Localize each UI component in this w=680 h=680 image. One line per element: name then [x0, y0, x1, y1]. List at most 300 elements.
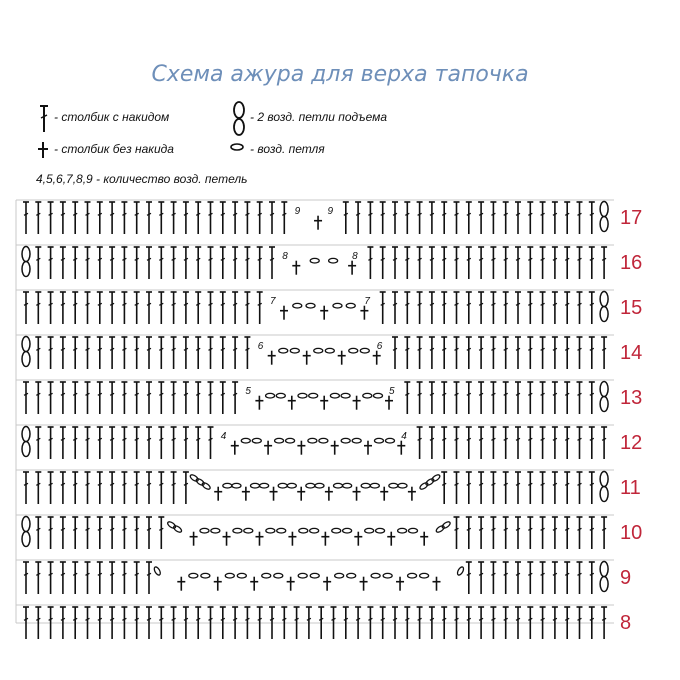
double-crochet-stitch: [146, 472, 152, 504]
chain-stitch: [276, 393, 285, 398]
single-crochet-stitch: [297, 441, 305, 455]
double-crochet-stitch: [48, 337, 54, 369]
double-crochet-stitch: [589, 472, 595, 504]
double-crochet-stitch: [208, 337, 214, 369]
chain-stitch: [241, 438, 250, 443]
double-crochet-stitch: [109, 247, 115, 279]
chain-count-label: 9: [294, 206, 301, 217]
chain-stitch: [385, 438, 394, 443]
double-crochet-stitch: [23, 562, 29, 594]
double-crochet-stitch: [429, 247, 435, 279]
double-crochet-stitch: [404, 292, 410, 324]
legend-turn-label: - 2 возд. петли подъема: [250, 110, 388, 124]
row-number: 12: [620, 432, 643, 454]
chain-stitch: [275, 438, 284, 443]
turning-chain: [600, 562, 608, 592]
double-crochet-stitch: [540, 247, 546, 279]
double-crochet-stitch: [183, 247, 189, 279]
double-crochet-stitch: [183, 382, 189, 414]
double-crochet-stitch: [503, 562, 509, 594]
double-crochet-stitch: [72, 202, 78, 234]
double-crochet-stitch: [244, 292, 250, 324]
double-crochet-stitch: [503, 202, 509, 234]
chain-count-label: 4: [220, 431, 227, 442]
double-crochet-stitch: [85, 517, 91, 549]
single-crochet-stitch: [397, 441, 405, 455]
chain-stitch: [290, 348, 299, 353]
double-crochet-stitch: [515, 427, 521, 459]
double-crochet-stitch: [60, 562, 66, 594]
double-crochet-stitch: [171, 427, 177, 459]
double-crochet-stitch: [404, 382, 410, 414]
double-crochet-stitch: [515, 517, 521, 549]
double-crochet-stitch: [72, 337, 78, 369]
double-crochet-stitch: [490, 247, 496, 279]
double-crochet-stitch: [269, 247, 275, 279]
chain-stitch: [343, 528, 352, 533]
double-crochet-stitch: [232, 292, 238, 324]
chain-stitch: [298, 393, 307, 398]
double-crochet-stitch: [109, 427, 115, 459]
double-crochet-stitch: [109, 202, 115, 234]
single-crochet-stitch: [255, 532, 263, 546]
double-crochet-stitch: [183, 202, 189, 234]
double-crochet-stitch: [35, 427, 41, 459]
diagram-title: Схема ажура для верха тапочка: [151, 62, 529, 87]
chain-stitch: [299, 528, 308, 533]
double-crochet-stitch: [257, 202, 263, 234]
double-crochet-stitch: [552, 292, 558, 324]
double-crochet-stitch: [72, 517, 78, 549]
double-crochet-stitch: [490, 562, 496, 594]
chain-stitch: [349, 348, 358, 353]
double-crochet-stitch: [97, 337, 103, 369]
chain-stitch: [361, 483, 370, 488]
chain-stitch: [371, 573, 380, 578]
row-number: 16: [620, 252, 643, 274]
double-crochet-stitch: [183, 427, 189, 459]
double-crochet-stitch: [146, 337, 152, 369]
chain-stitch: [278, 483, 287, 488]
chain-stitch: [398, 483, 407, 488]
chain-stitch: [201, 482, 211, 491]
single-crochet-stitch: [323, 577, 331, 591]
double-crochet-stitch: [527, 382, 533, 414]
double-crochet-stitch: [380, 247, 386, 279]
double-crochet-stitch: [171, 292, 177, 324]
double-crochet-stitch: [478, 517, 484, 549]
double-crochet-stitch: [552, 202, 558, 234]
chain-stitch: [334, 483, 343, 488]
double-crochet-stitch: [232, 202, 238, 234]
double-crochet-stitch: [85, 337, 91, 369]
double-crochet-stitch: [60, 382, 66, 414]
double-crochet-stitch: [564, 202, 570, 234]
single-crochet-stitch: [268, 351, 276, 365]
single-crochet-stitch: [303, 351, 311, 365]
double-crochet-stitch: [392, 337, 398, 369]
row-number: 8: [620, 612, 632, 634]
double-crochet-stitch: [72, 427, 78, 459]
double-crochet-stitch: [564, 337, 570, 369]
double-crochet-stitch: [417, 202, 423, 234]
single-crochet-stitch: [348, 261, 356, 275]
chain-count-label: 9: [327, 206, 334, 217]
double-crochet-stitch: [454, 517, 460, 549]
double-crochet-stitch: [478, 562, 484, 594]
double-crochet-stitch: [392, 292, 398, 324]
double-crochet-stitch: [503, 247, 509, 279]
chain-count-label: 8: [352, 251, 358, 262]
double-crochet-stitch: [220, 202, 226, 234]
double-crochet-stitch: [171, 382, 177, 414]
double-crochet-stitch: [478, 427, 484, 459]
double-crochet-stitch: [490, 337, 496, 369]
double-crochet-stitch: [429, 292, 435, 324]
chain-stitch: [352, 438, 361, 443]
chain-stitch: [343, 483, 352, 488]
double-crochet-stitch: [171, 247, 177, 279]
single-crochet-stitch: [320, 396, 328, 410]
double-crochet-stitch: [417, 292, 423, 324]
double-crochet-stitch: [158, 337, 164, 369]
double-crochet-stitch: [109, 562, 115, 594]
double-crochet-stitch: [195, 202, 201, 234]
double-crochet-stitch: [540, 292, 546, 324]
double-crochet-stitch: [146, 247, 152, 279]
double-crochet-stitch: [85, 382, 91, 414]
single-crochet-stitch: [214, 577, 222, 591]
double-crochet-stitch: [48, 382, 54, 414]
single-crochet-stitch: [270, 487, 278, 501]
double-crochet-stitch: [367, 202, 373, 234]
single-crochet-stitch: [280, 306, 288, 320]
double-crochet-stitch: [404, 247, 410, 279]
double-crochet-stitch: [23, 382, 29, 414]
chain-count-label: 7: [364, 296, 370, 307]
chain-stitch: [266, 393, 275, 398]
single-crochet-stitch: [338, 351, 346, 365]
double-crochet-stitch: [35, 337, 41, 369]
double-crochet-stitch: [171, 337, 177, 369]
double-crochet-stitch: [208, 382, 214, 414]
double-crochet-stitch: [121, 202, 127, 234]
chain-stitch: [306, 303, 315, 308]
chain-stitch: [310, 528, 319, 533]
double-crochet-stitch: [85, 292, 91, 324]
double-crochet-stitch: [109, 517, 115, 549]
double-crochet-stitch: [466, 292, 472, 324]
double-crochet-stitch: [244, 337, 250, 369]
double-crochet-stitch: [109, 292, 115, 324]
double-crochet-stitch: [466, 202, 472, 234]
double-crochet-stitch: [158, 382, 164, 414]
chain-count-label: 5: [389, 386, 395, 397]
double-crochet-stitch: [146, 202, 152, 234]
double-crochet-stitch: [564, 427, 570, 459]
single-crochet-stitch: [214, 487, 222, 501]
double-crochet-stitch: [429, 427, 435, 459]
double-crochet-stitch: [441, 382, 447, 414]
double-crochet-stitch: [577, 427, 583, 459]
chain-stitch: [332, 528, 341, 533]
double-crochet-stitch: [527, 337, 533, 369]
double-crochet-stitch: [35, 472, 41, 504]
double-crochet-stitch: [527, 427, 533, 459]
double-crochet-stitch: [503, 292, 509, 324]
double-crochet-stitch: [454, 472, 460, 504]
double-crochet-stitch: [171, 472, 177, 504]
double-crochet-stitch: [441, 247, 447, 279]
double-crochet-stitch: [220, 382, 226, 414]
chain-stitch: [373, 393, 382, 398]
double-crochet-stitch: [183, 472, 189, 504]
chain-stitch: [333, 303, 342, 308]
double-crochet-stitch: [232, 337, 238, 369]
double-crochet-stitch: [220, 247, 226, 279]
double-crochet-stitch: [134, 562, 140, 594]
double-crochet-stitch: [552, 247, 558, 279]
double-crochet-stitch: [48, 292, 54, 324]
double-crochet-stitch: [441, 427, 447, 459]
double-crochet-stitch: [503, 427, 509, 459]
single-crochet-stitch: [420, 532, 428, 546]
double-crochet-stitch: [540, 517, 546, 549]
chain-stitch: [310, 258, 319, 263]
turning-chain: [22, 337, 30, 367]
single-crochet-stitch: [380, 487, 388, 501]
chain-stitch: [314, 348, 323, 353]
double-crochet-stitch: [577, 247, 583, 279]
chain-stitch: [398, 528, 407, 533]
double-crochet-stitch: [97, 292, 103, 324]
double-crochet-stitch: [355, 202, 361, 234]
chain-stitch: [370, 483, 379, 488]
double-crochet-stitch: [121, 517, 127, 549]
double-crochet-stitch: [601, 517, 607, 549]
double-crochet-stitch: [72, 292, 78, 324]
double-crochet-stitch: [232, 382, 238, 414]
double-crochet-stitch: [60, 517, 66, 549]
chain-stitch: [341, 393, 350, 398]
double-crochet-stitch: [48, 562, 54, 594]
double-crochet-stitch: [429, 382, 435, 414]
double-crochet-stitch: [515, 472, 521, 504]
double-crochet-stitch: [195, 247, 201, 279]
chain-stitch: [360, 348, 369, 353]
chain-stitch: [279, 348, 288, 353]
double-crochet-stitch: [552, 427, 558, 459]
double-crochet-stitch: [60, 202, 66, 234]
double-crochet-stitch: [466, 472, 472, 504]
double-crochet-stitch: [478, 247, 484, 279]
chain-stitch: [274, 573, 283, 578]
double-crochet-stitch: [85, 247, 91, 279]
double-crochet-stitch: [454, 427, 460, 459]
double-crochet-stitch: [97, 472, 103, 504]
double-crochet-stitch: [490, 472, 496, 504]
double-crochet-stitch: [97, 517, 103, 549]
row-number: 15: [620, 297, 643, 319]
double-crochet-stitch: [134, 517, 140, 549]
chain-count-label: 7: [270, 296, 276, 307]
chain-stitch: [244, 528, 253, 533]
double-crochet-stitch: [23, 202, 29, 234]
single-crochet-stitch: [292, 261, 300, 275]
double-crochet-stitch: [171, 202, 177, 234]
double-crochet-stitch: [441, 472, 447, 504]
single-crochet-stitch: [385, 396, 393, 410]
double-crochet-stitch: [589, 382, 595, 414]
double-crochet-stitch: [23, 472, 29, 504]
double-crochet-stitch: [367, 247, 373, 279]
single-crochet-stitch: [297, 487, 305, 501]
double-crochet-stitch: [478, 337, 484, 369]
double-crochet-stitch: [48, 427, 54, 459]
double-crochet-stitch: [60, 427, 66, 459]
chain-stitch: [153, 566, 161, 576]
single-crochet-stitch: [264, 441, 272, 455]
double-crochet-stitch: [404, 337, 410, 369]
chain-stitch: [310, 573, 319, 578]
single-crochet-stitch: [231, 441, 239, 455]
legend-dc-label: - столбик с накидом: [54, 110, 170, 124]
single-crochet-stitch: [354, 532, 362, 546]
double-crochet-stitch: [269, 202, 275, 234]
double-crochet-stitch: [417, 382, 423, 414]
double-crochet-stitch: [589, 517, 595, 549]
single-crochet-stitch: [242, 487, 250, 501]
double-crochet-stitch: [97, 247, 103, 279]
double-crochet-stitch: [146, 517, 152, 549]
double-crochet-stitch: [85, 427, 91, 459]
double-crochet-stitch: [454, 202, 460, 234]
double-crochet-stitch: [601, 337, 607, 369]
chain-stitch: [341, 438, 350, 443]
double-crochet-stitch: [466, 517, 472, 549]
double-crochet-stitch: [454, 292, 460, 324]
single-crochet-stitch: [433, 577, 441, 591]
double-crochet-stitch: [109, 337, 115, 369]
legend-counts-label: 4,5,6,7,8,9 - количество возд. петель: [36, 172, 248, 186]
double-crochet-stitch: [109, 472, 115, 504]
chain-stitch: [293, 303, 302, 308]
double-crochet-stitch: [490, 517, 496, 549]
single-crochet-stitch: [387, 532, 395, 546]
double-crochet-stitch: [417, 427, 423, 459]
double-crochet-stitch: [527, 517, 533, 549]
single-crochet-stitch: [314, 216, 322, 230]
double-crochet-stitch: [527, 472, 533, 504]
double-crochet-stitch: [97, 562, 103, 594]
double-crochet-stitch: [208, 427, 214, 459]
row-number: 9: [620, 567, 632, 589]
double-crochet-stitch: [577, 382, 583, 414]
single-crochet-stitch: [288, 532, 296, 546]
double-crochet-stitch: [281, 202, 287, 234]
double-crochet-stitch: [503, 337, 509, 369]
chain-stitch: [325, 348, 334, 353]
double-crochet-stitch: [146, 427, 152, 459]
double-crochet-stitch: [158, 202, 164, 234]
double-crochet-stitch: [466, 247, 472, 279]
chain-stitch: [346, 303, 355, 308]
single-crochet-stitch: [325, 487, 333, 501]
double-crochet-stitch: [577, 562, 583, 594]
single-crochet-stitch: [360, 306, 368, 320]
chain-stitch: [173, 525, 183, 534]
double-crochet-stitch: [515, 562, 521, 594]
chain-stitch: [420, 573, 429, 578]
double-crochet-stitch: [552, 517, 558, 549]
double-crochet-stitch: [60, 247, 66, 279]
chain-stitch: [251, 483, 260, 488]
row-number: 10: [620, 522, 643, 544]
chain-stitch: [319, 438, 328, 443]
legend-ch-label: - возд. петля: [250, 142, 325, 156]
double-crochet-stitch: [158, 517, 164, 549]
double-crochet-stitch: [478, 202, 484, 234]
chain-stitch: [298, 573, 307, 578]
double-crochet-stitch: [60, 292, 66, 324]
double-crochet-stitch: [183, 337, 189, 369]
row-number: 11: [620, 477, 641, 499]
chain-stitch: [189, 573, 198, 578]
double-crochet-stitch: [392, 247, 398, 279]
double-crochet-stitch: [601, 247, 607, 279]
double-crochet-stitch: [540, 382, 546, 414]
single-crochet-stitch: [331, 441, 339, 455]
double-crochet-stitch: [589, 292, 595, 324]
double-crochet-stitch: [35, 517, 41, 549]
double-crochet-stitch: [146, 562, 152, 594]
chain-stitch: [308, 438, 317, 443]
double-crochet-stitch: [195, 337, 201, 369]
double-crochet-stitch: [244, 202, 250, 234]
chain-count-label: 6: [376, 341, 383, 352]
double-crochet-stitch: [195, 292, 201, 324]
double-crochet-stitch: [552, 472, 558, 504]
double-crochet-stitch: [121, 247, 127, 279]
chain-stitch: [435, 525, 445, 534]
single-crochet-stitch: [223, 532, 231, 546]
double-crochet-stitch: [183, 292, 189, 324]
double-crochet-stitch: [85, 562, 91, 594]
double-crochet-stitch: [564, 517, 570, 549]
chain-stitch: [306, 483, 315, 488]
chain-stitch: [383, 573, 392, 578]
single-crochet-stitch: [373, 351, 381, 365]
double-crochet-stitch: [208, 292, 214, 324]
single-crochet-stitch: [288, 396, 296, 410]
double-crochet-stitch: [72, 247, 78, 279]
double-crochet-stitch: [109, 382, 115, 414]
turning-chain: [600, 292, 608, 322]
double-crochet-stitch: [515, 247, 521, 279]
double-crochet-stitch: [72, 562, 78, 594]
single-crochet-stitch: [353, 396, 361, 410]
double-crochet-stitch: [490, 292, 496, 324]
double-crochet-stitch: [552, 337, 558, 369]
double-crochet-stitch: [429, 337, 435, 369]
chain-stitch: [389, 483, 398, 488]
single-crochet-stitch: [320, 306, 328, 320]
double-crochet-stitch: [589, 562, 595, 594]
chain-stitch: [408, 528, 417, 533]
double-crochet-stitch: [195, 382, 201, 414]
double-crochet-stitch: [208, 202, 214, 234]
double-crochet-stitch: [121, 337, 127, 369]
